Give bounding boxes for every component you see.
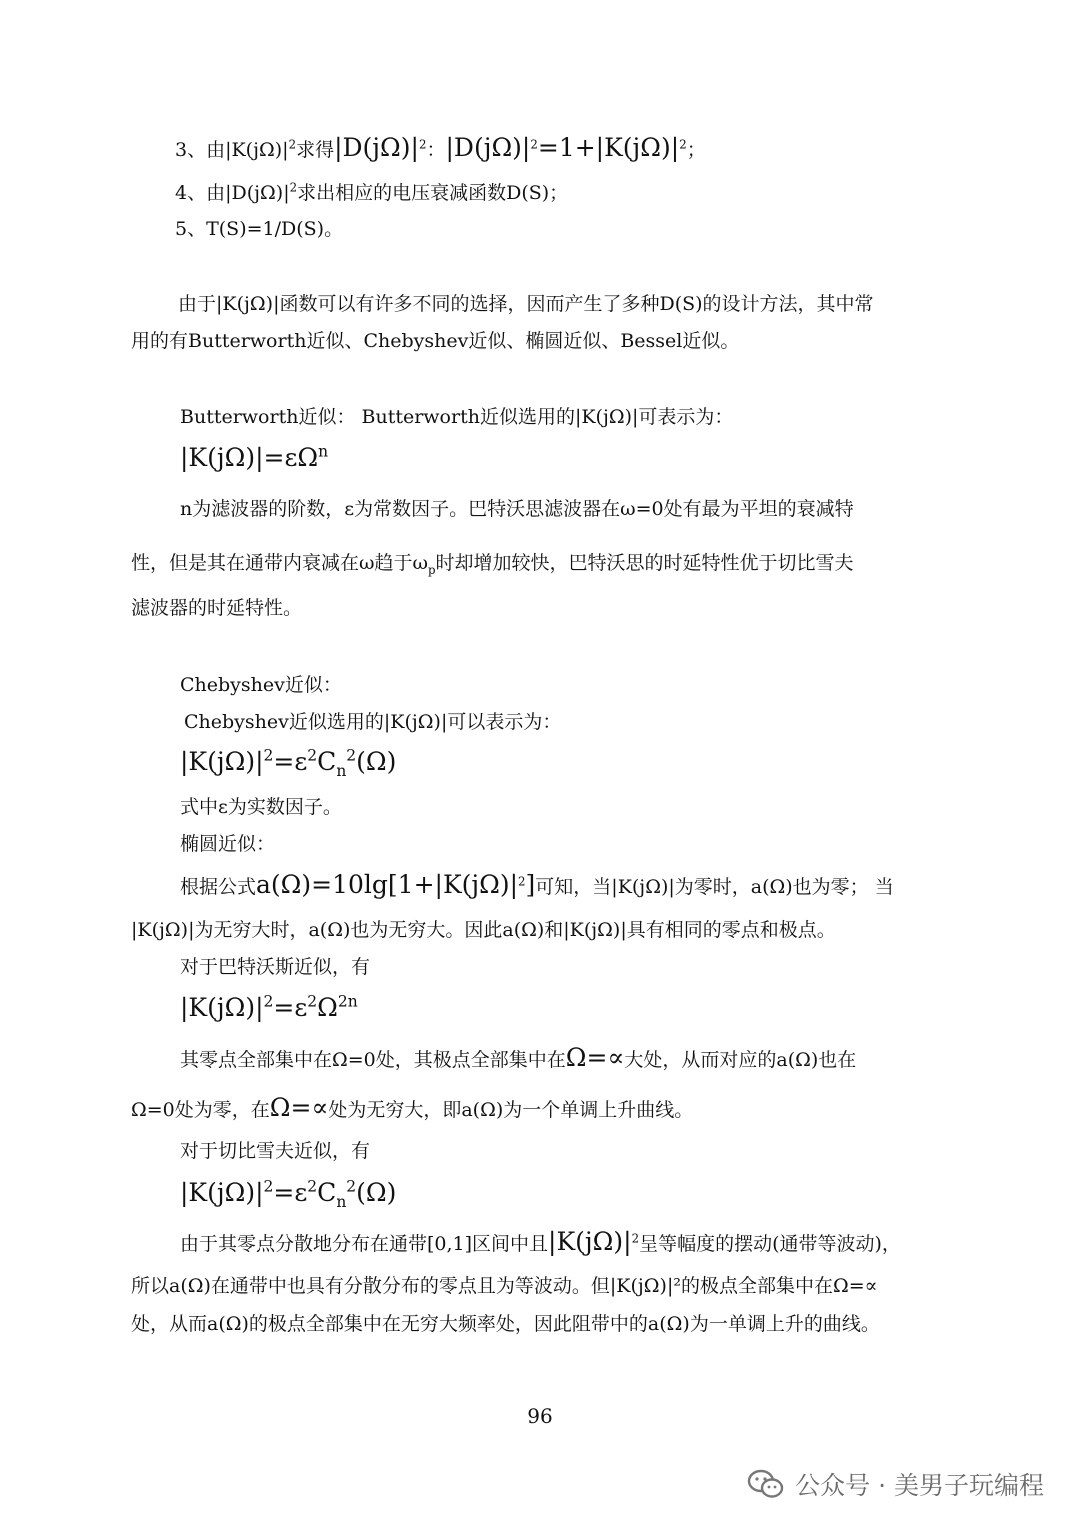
chebyshev-subheading: Chebyshev近似选用的|K(jΩ)|可以表示为： xyxy=(184,711,562,733)
butterworth-approx-equation: $|K(j\Omega)|^2=\varepsilon^2\Omega^{2n}$ xyxy=(180,992,358,1022)
butterworth-approx-para-1: 其零点全部集中在Ω=0处，其极点全部集中在Ω=∝大处，从而对应的a(Ω)也在 xyxy=(180,1043,857,1072)
chebyshev-equation: $|K(j\Omega)|^2=\varepsilon^2C_n^2(\Omega)$ xyxy=(180,746,397,780)
intro-line-1: 由于|K(jΩ)|函数可以有许多不同的选择，因而产生了多种D(S)的设计方法，其中常 xyxy=(178,293,874,315)
butterworth-approx-intro: 对于巴特沃斯近似，有 xyxy=(180,956,371,978)
butterworth-para-3: 滤波器的时延特性。 xyxy=(131,597,303,619)
chebyshev-heading: Chebyshev近似： xyxy=(180,674,342,696)
wechat-icon xyxy=(747,1468,785,1500)
page-number: 96 xyxy=(527,1404,553,1428)
chebyshev-approx-para-3: 处，从而a(Ω)的极点全部集中在无穷大频率处，因此阻带中的a(Ω)为一单调上升的曲线。 xyxy=(131,1313,880,1335)
butterworth-equation: $|K(j\Omega)|=\varepsilon\Omega^n$ xyxy=(180,442,329,472)
chebyshev-approx-para-1: 由于其零点分散地分布在通带[0,1]区间中且$|K(j\Omega)|^2$呈等幅度的摆动(通带等波动)， xyxy=(180,1227,901,1256)
step-5: 5、T(S)=1/D(S)。 xyxy=(175,218,344,240)
elliptic-para-2: |K(jΩ)|为无穷大时，a(Ω)也为无穷大。因此a(Ω)和|K(jΩ)|具有相同的零点和极点。 xyxy=(131,919,836,941)
butterworth-heading: Butterworth近似： Butterworth近似选用的|K(jΩ)|可表示为： xyxy=(180,406,734,428)
butterworth-para-2: 性，但是其在通带内衰减在ω趋于$\omega_p$时却增加较快，巴特沃思的时延特性优于切比雪夫 xyxy=(131,552,854,577)
elliptic-heading: 椭圆近似： xyxy=(180,833,276,855)
chebyshev-note: 式中ε为实数因子。 xyxy=(180,796,342,818)
chebyshev-approx-intro: 对于切比雪夫近似，有 xyxy=(180,1140,371,1162)
watermark xyxy=(747,1466,1044,1502)
intro-line-2: 用的有Butterworth近似、Chebyshev近似、椭圆近似、Bessel近似。 xyxy=(131,330,740,352)
butterworth-para-1: n为滤波器的阶数，ε为常数因子。巴特沃思滤波器在ω=0处有最为平坦的衰减特 xyxy=(180,498,854,520)
step-3: 3、由$|K(j\Omega)|^2$求得$|D(j\Omega)|^2$：$|D(j\Omega)|^2=1+|K(j\Omega)|^2$； xyxy=(175,133,706,162)
chebyshev-approx-para-2: 所以a(Ω)在通带中也具有分散分布的零点且为等波动。但|K(jΩ)|²的极点全部集中在Ω=∝ xyxy=(131,1275,878,1297)
watermark-text: 公众号 · 美男子玩编程 xyxy=(795,1471,1044,1500)
chebyshev-approx-equation: $|K(j\Omega)|^2=\varepsilon^2C_n^2(\Omega)$ xyxy=(180,1177,397,1211)
step-4: 4、由$|D(j\Omega)|^2$求出相应的电压衰减函数D(S)； xyxy=(175,180,569,204)
elliptic-para-1: 根据公式$a(\Omega)=10\lg[1+|K(j\Omega)|^2]$可知，当|K(jΩ)|为零时，a(Ω)也为零； 当 xyxy=(180,870,894,899)
butterworth-approx-para-2: Ω=0处为零，在Ω=∝处为无穷大，即a(Ω)为一个单调上升曲线。 xyxy=(131,1093,694,1122)
